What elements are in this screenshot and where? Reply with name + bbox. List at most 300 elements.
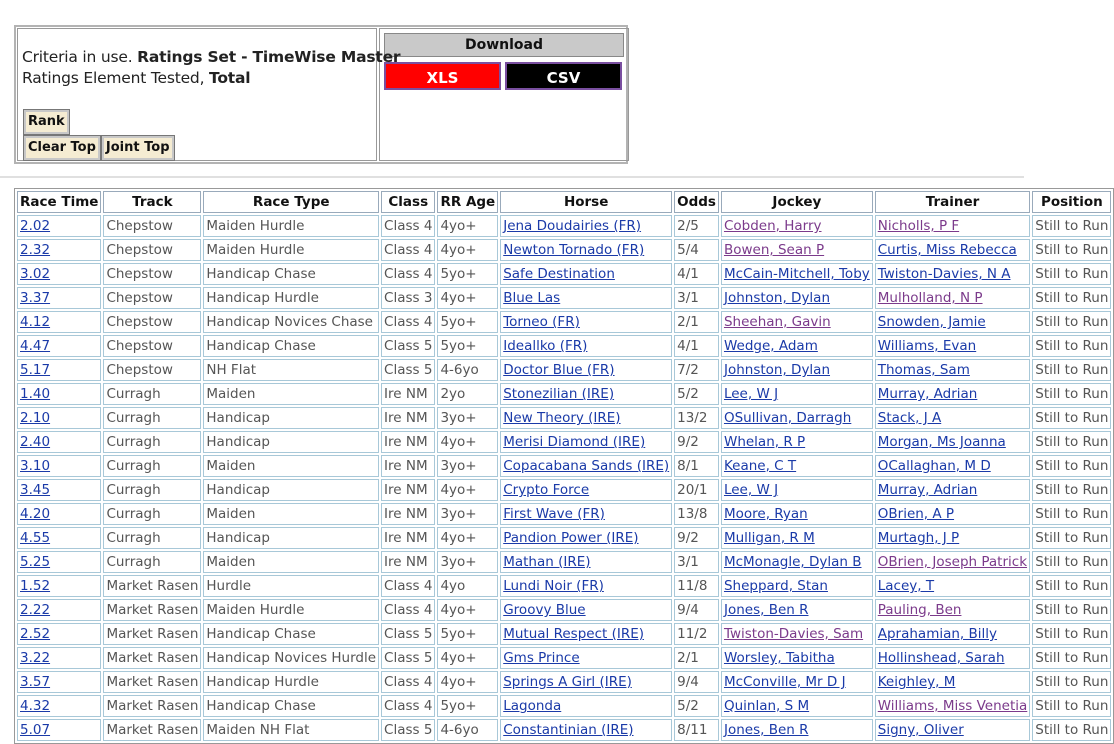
track-cell: Curragh [103, 407, 201, 429]
rr-age-cell: 4yo+ [437, 671, 498, 693]
download-title: Download [384, 33, 624, 57]
odds-cell: 7/2 [674, 359, 719, 381]
joint-top-button[interactable]: Joint Top [102, 136, 174, 160]
race-type-cell: Handicap Novices Hurdle [203, 647, 379, 669]
class-cell: Class 5 [381, 647, 435, 669]
horse-cell [500, 287, 672, 309]
race-time-link[interactable]: 2.10 [20, 410, 51, 426]
header-rr-age[interactable]: RR Age [437, 191, 498, 213]
race-time-cell [17, 575, 101, 597]
jockey-cell [721, 647, 873, 669]
jockey-link[interactable]: McMonagle, Dylan B [723, 554, 862, 570]
race-time-cell [17, 383, 101, 405]
race-type-cell: Maiden [203, 383, 379, 405]
jockey-link[interactable]: Jones, Ben R [723, 602, 809, 618]
jockey-cell [721, 311, 873, 333]
trainer-cell [875, 311, 1031, 333]
table-row [17, 647, 1111, 669]
rr-age-cell: 5yo+ [437, 695, 498, 717]
trainer-link[interactable]: Twiston-Davies, N A [877, 266, 1011, 282]
race-type-cell: NH Flat [203, 359, 379, 381]
track-cell: Curragh [103, 527, 201, 549]
track-cell: Market Rasen [103, 623, 201, 645]
download-panel [379, 28, 629, 161]
class-cell: Class 5 [381, 623, 435, 645]
horse-link[interactable]: Springs A Girl (IRE) [503, 674, 632, 690]
trainer-cell [875, 695, 1031, 717]
table-row [17, 383, 1111, 405]
element-prefix: Ratings Element Tested, [22, 69, 210, 87]
race-time-link[interactable]: 5.07 [20, 722, 51, 738]
horse-cell [500, 335, 672, 357]
table-row [17, 335, 1111, 357]
jockey-cell [721, 575, 873, 597]
horse-link[interactable]: Jena Doudairies (FR) [503, 218, 642, 234]
race-time-link[interactable]: 5.17 [20, 362, 51, 378]
horse-link[interactable]: Doctor Blue (FR) [503, 362, 615, 378]
position-cell: Still to Run [1032, 671, 1111, 693]
race-type-cell: Handicap Novices Chase [203, 311, 379, 333]
table-row [17, 671, 1111, 693]
trainer-cell [875, 527, 1031, 549]
race-time-link[interactable]: 1.52 [20, 578, 51, 594]
header-position[interactable]: Position [1032, 191, 1111, 213]
table-header-row [17, 191, 1111, 213]
track-cell: Curragh [103, 455, 201, 477]
track-cell: Chepstow [103, 263, 201, 285]
odds-cell: 9/4 [674, 599, 719, 621]
rr-age-cell: 3yo+ [437, 503, 498, 525]
race-time-cell [17, 695, 101, 717]
trainer-link[interactable]: Aprahamian, Billy [877, 626, 998, 642]
track-cell: Chepstow [103, 287, 201, 309]
horse-cell [500, 215, 672, 237]
race-time-cell [17, 671, 101, 693]
trainer-link[interactable]: Williams, Miss Venetia [877, 698, 1028, 714]
trainer-cell [875, 599, 1031, 621]
trainer-link[interactable]: OCallaghan, M D [877, 458, 991, 474]
race-time-cell [17, 551, 101, 573]
track-cell: Chepstow [103, 215, 201, 237]
position-cell: Still to Run [1032, 503, 1111, 525]
horse-link[interactable]: First Wave (FR) [503, 506, 605, 522]
horse-link[interactable]: Newton Tornado (FR) [503, 242, 645, 258]
class-cell: Class 5 [381, 335, 435, 357]
jockey-cell [721, 287, 873, 309]
race-time-link[interactable]: 5.25 [20, 554, 51, 570]
horse-link[interactable]: New Theory (IRE) [503, 410, 621, 426]
odds-cell: 20/1 [674, 479, 719, 501]
horse-link[interactable]: Groovy Blue [503, 602, 586, 618]
odds-cell: 9/2 [674, 527, 719, 549]
horse-cell [500, 671, 672, 693]
race-time-cell [17, 287, 101, 309]
jockey-link[interactable]: Johnston, Dylan [723, 290, 831, 306]
trainer-link[interactable]: Keighley, M [877, 674, 956, 690]
race-type-cell: Maiden [203, 503, 379, 525]
race-time-link[interactable]: 1.40 [20, 386, 51, 402]
horse-cell [500, 479, 672, 501]
horse-cell [500, 695, 672, 717]
race-type-cell: Handicap Hurdle [203, 671, 379, 693]
race-time-link[interactable]: 4.12 [20, 314, 51, 330]
horse-cell [500, 431, 672, 453]
odds-cell: 3/1 [674, 551, 719, 573]
position-cell: Still to Run [1032, 527, 1111, 549]
rr-age-cell: 3yo+ [437, 551, 498, 573]
horse-link[interactable]: Torneo (FR) [503, 314, 580, 330]
trainer-link[interactable]: Murray, Adrian [877, 386, 978, 402]
odds-cell: 8/11 [674, 719, 719, 741]
odds-cell: 11/8 [674, 575, 719, 597]
race-time-link[interactable]: 3.45 [20, 482, 51, 498]
jockey-cell [721, 383, 873, 405]
race-time-link[interactable]: 2.32 [20, 242, 51, 258]
horse-cell [500, 383, 672, 405]
class-cell: Class 4 [381, 239, 435, 261]
trainer-cell [875, 455, 1031, 477]
race-time-cell [17, 719, 101, 741]
odds-cell: 9/2 [674, 431, 719, 453]
race-type-cell: Handicap Hurdle [203, 287, 379, 309]
jockey-link[interactable]: Sheppard, Stan [723, 578, 828, 594]
jockey-link[interactable]: Sheehan, Gavin [723, 314, 831, 330]
odds-cell: 2/1 [674, 311, 719, 333]
trainer-link[interactable]: OBrien, A P [877, 506, 955, 522]
jockey-cell [721, 695, 873, 717]
position-cell: Still to Run [1032, 407, 1111, 429]
class-cell: Ire NM [381, 383, 435, 405]
trainer-link[interactable]: Lacey, T [877, 578, 935, 594]
trainer-link[interactable]: Murray, Adrian [877, 482, 978, 498]
trainer-cell [875, 215, 1031, 237]
table-row [17, 599, 1111, 621]
race-time-link[interactable]: 4.32 [20, 698, 51, 714]
trainer-link[interactable]: OBrien, Joseph Patrick [877, 554, 1028, 570]
race-time-link[interactable]: 3.37 [20, 290, 51, 306]
horse-cell [500, 263, 672, 285]
trainer-link[interactable]: Mulholland, N P [877, 290, 983, 306]
race-type-cell: Handicap [203, 527, 379, 549]
position-cell: Still to Run [1032, 311, 1111, 333]
horse-cell [500, 551, 672, 573]
trainer-cell [875, 263, 1031, 285]
horse-cell [500, 623, 672, 645]
races-table-container [14, 188, 1109, 744]
trainer-cell [875, 623, 1031, 645]
odds-cell: 4/1 [674, 335, 719, 357]
header-class[interactable]: Class [381, 191, 435, 213]
race-type-cell: Handicap Chase [203, 695, 379, 717]
trainer-link[interactable]: Morgan, Ms Joanna [877, 434, 1006, 450]
odds-cell: 11/2 [674, 623, 719, 645]
race-time-cell [17, 455, 101, 477]
table-row [17, 263, 1111, 285]
track-cell: Market Rasen [103, 695, 201, 717]
race-time-cell [17, 215, 101, 237]
jockey-link[interactable]: Worsley, Tabitha [723, 650, 835, 666]
trainer-link[interactable]: Nicholls, P F [877, 218, 960, 234]
class-cell: Ire NM [381, 551, 435, 573]
class-cell: Class 4 [381, 671, 435, 693]
class-cell: Class 4 [381, 215, 435, 237]
horse-link[interactable]: Merisi Diamond (IRE) [503, 434, 646, 450]
rr-age-cell: 4yo+ [437, 239, 498, 261]
jockey-cell [721, 671, 873, 693]
race-type-cell: Handicap Chase [203, 335, 379, 357]
position-cell: Still to Run [1032, 479, 1111, 501]
rank-button[interactable]: Rank [24, 110, 69, 134]
jockey-cell [721, 455, 873, 477]
jockey-link[interactable]: Lee, W J [723, 482, 779, 498]
horse-cell [500, 359, 672, 381]
trainer-link[interactable]: Hollinshead, Sarah [877, 650, 1005, 666]
header-horse[interactable]: Horse [500, 191, 672, 213]
header-race-time[interactable]: Race Time [17, 191, 101, 213]
position-cell: Still to Run [1032, 599, 1111, 621]
trainer-link[interactable]: Snowden, Jamie [877, 314, 986, 330]
race-time-cell [17, 527, 101, 549]
rr-age-cell: 4yo [437, 575, 498, 597]
trainer-cell [875, 431, 1031, 453]
class-cell: Class 4 [381, 263, 435, 285]
position-cell: Still to Run [1032, 287, 1111, 309]
rr-age-cell: 4yo+ [437, 215, 498, 237]
table-row [17, 215, 1111, 237]
race-time-link[interactable]: 2.22 [20, 602, 51, 618]
race-time-cell [17, 647, 101, 669]
position-cell: Still to Run [1032, 719, 1111, 741]
race-type-cell: Handicap Chase [203, 623, 379, 645]
jockey-link[interactable]: McCain-Mitchell, Toby [723, 266, 870, 282]
odds-cell: 5/4 [674, 239, 719, 261]
odds-cell: 8/1 [674, 455, 719, 477]
jockey-cell [721, 503, 873, 525]
race-time-cell [17, 479, 101, 501]
horse-link[interactable]: Copacabana Sands (IRE) [503, 458, 670, 474]
jockey-cell [721, 551, 873, 573]
xls-download-button[interactable]: XLS [384, 62, 501, 90]
horse-cell [500, 311, 672, 333]
race-type-cell: Handicap [203, 479, 379, 501]
jockey-link[interactable]: Bowen, Sean P [723, 242, 825, 258]
jockey-cell [721, 263, 873, 285]
race-time-cell [17, 623, 101, 645]
jockey-link[interactable]: Moore, Ryan [723, 506, 808, 522]
race-type-cell: Maiden [203, 551, 379, 573]
race-time-cell [17, 359, 101, 381]
header-track[interactable]: Track [103, 191, 201, 213]
jockey-cell [721, 719, 873, 741]
horse-link[interactable]: Safe Destination [503, 266, 615, 282]
jockey-link[interactable]: Mulligan, R M [723, 530, 815, 546]
trainer-link[interactable]: Stack, J A [877, 410, 942, 426]
table-row [17, 287, 1111, 309]
track-cell: Curragh [103, 479, 201, 501]
race-time-cell [17, 311, 101, 333]
class-cell: Ire NM [381, 407, 435, 429]
position-cell: Still to Run [1032, 551, 1111, 573]
jockey-link[interactable]: Whelan, R P [723, 434, 806, 450]
jockey-link[interactable]: Twiston-Davies, Sam [723, 626, 864, 642]
jockey-link[interactable]: McConville, Mr D J [723, 674, 846, 690]
header-race-type[interactable]: Race Type [203, 191, 379, 213]
rr-age-cell: 4yo+ [437, 287, 498, 309]
class-cell: Ire NM [381, 479, 435, 501]
table-row [17, 239, 1111, 261]
rr-age-cell: 4yo+ [437, 527, 498, 549]
track-cell: Chepstow [103, 311, 201, 333]
position-cell: Still to Run [1032, 455, 1111, 477]
race-time-link[interactable]: 3.22 [20, 650, 51, 666]
divider [0, 176, 1024, 178]
jockey-cell [721, 407, 873, 429]
race-time-link[interactable]: 3.57 [20, 674, 51, 690]
odds-cell: 9/4 [674, 671, 719, 693]
position-cell: Still to Run [1032, 623, 1111, 645]
jockey-link[interactable]: Wedge, Adam [723, 338, 818, 354]
element-value: Total [209, 69, 251, 87]
races-table [14, 188, 1114, 744]
rr-age-cell: 3yo+ [437, 407, 498, 429]
table-row [17, 479, 1111, 501]
horse-link[interactable]: Crypto Force [503, 482, 590, 498]
trainer-cell [875, 359, 1031, 381]
jockey-link[interactable]: Lee, W J [723, 386, 779, 402]
jockey-link[interactable]: Keane, C T [723, 458, 797, 474]
race-type-cell: Maiden Hurdle [203, 239, 379, 261]
header-jockey[interactable]: Jockey [721, 191, 873, 213]
criteria-panel [14, 25, 628, 164]
track-cell: Chepstow [103, 335, 201, 357]
race-time-link[interactable]: 4.47 [20, 338, 51, 354]
csv-download-button[interactable]: CSV [505, 62, 622, 90]
horse-cell [500, 575, 672, 597]
trainer-link[interactable]: Murtagh, J P [877, 530, 960, 546]
trainer-link[interactable]: Thomas, Sam [877, 362, 970, 378]
trainer-cell [875, 335, 1031, 357]
horse-link[interactable]: Stonezilian (IRE) [503, 386, 615, 402]
trainer-link[interactable]: Signy, Oliver [877, 722, 964, 738]
odds-cell: 13/2 [674, 407, 719, 429]
track-cell: Curragh [103, 551, 201, 573]
table-row [17, 311, 1111, 333]
rr-age-cell: 5yo+ [437, 623, 498, 645]
criteria-info [17, 28, 401, 161]
jockey-link[interactable]: Johnston, Dylan [723, 362, 831, 378]
jockey-cell [721, 431, 873, 453]
race-type-cell: Handicap [203, 431, 379, 453]
odds-cell: 3/1 [674, 287, 719, 309]
class-cell: Ire NM [381, 503, 435, 525]
jockey-link[interactable]: Quinlan, S M [723, 698, 810, 714]
race-time-cell [17, 239, 101, 261]
jockey-link[interactable]: OSullivan, Darragh [723, 410, 852, 426]
class-cell: Class 5 [381, 359, 435, 381]
clear-top-button[interactable]: Clear Top [24, 136, 100, 160]
table-row [17, 551, 1111, 573]
jockey-link[interactable]: Cobden, Harry [723, 218, 822, 234]
class-cell: Ire NM [381, 431, 435, 453]
race-time-link[interactable]: 2.40 [20, 434, 51, 450]
table-row [17, 575, 1111, 597]
race-type-cell: Maiden NH Flat [203, 719, 379, 741]
race-time-link[interactable]: 2.02 [20, 218, 51, 234]
class-cell: Class 4 [381, 575, 435, 597]
rr-age-cell: 5yo+ [437, 335, 498, 357]
rr-age-cell: 4-6yo [437, 359, 498, 381]
jockey-cell [721, 623, 873, 645]
race-time-cell [17, 263, 101, 285]
horse-link[interactable]: Ideallko (FR) [503, 338, 588, 354]
trainer-link[interactable]: Pauling, Ben [877, 602, 962, 618]
horse-link[interactable]: Pandion Power (IRE) [503, 530, 639, 546]
trainer-link[interactable]: Williams, Evan [877, 338, 977, 354]
rr-age-cell: 4-6yo [437, 719, 498, 741]
race-time-link[interactable]: 2.52 [20, 626, 51, 642]
class-cell: Class 3 [381, 287, 435, 309]
trainer-cell [875, 383, 1031, 405]
table-row [17, 719, 1111, 741]
table-row [17, 527, 1111, 549]
track-cell: Curragh [103, 431, 201, 453]
criteria-line-element [22, 68, 376, 89]
table-row [17, 695, 1111, 717]
horse-cell [500, 719, 672, 741]
jockey-link[interactable]: Jones, Ben R [723, 722, 809, 738]
jockey-cell [721, 335, 873, 357]
position-cell: Still to Run [1032, 431, 1111, 453]
header-odds[interactable]: Odds [674, 191, 719, 213]
track-cell: Chepstow [103, 239, 201, 261]
position-cell: Still to Run [1032, 647, 1111, 669]
horse-link[interactable]: Constantinian (IRE) [503, 722, 634, 738]
race-time-link[interactable]: 3.10 [20, 458, 51, 474]
race-time-cell [17, 407, 101, 429]
rr-age-cell: 4yo+ [437, 599, 498, 621]
horse-link[interactable]: Blue Las [503, 290, 561, 306]
header-trainer[interactable]: Trainer [875, 191, 1031, 213]
race-time-link[interactable]: 3.02 [20, 266, 51, 282]
jockey-cell [721, 479, 873, 501]
rr-age-cell: 5yo+ [437, 263, 498, 285]
position-cell: Still to Run [1032, 575, 1111, 597]
horse-link[interactable]: Mathan (IRE) [503, 554, 591, 570]
horse-link[interactable]: Lagonda [503, 698, 562, 714]
table-row [17, 623, 1111, 645]
track-cell: Chepstow [103, 359, 201, 381]
trainer-cell [875, 479, 1031, 501]
race-time-link[interactable]: 4.20 [20, 506, 51, 522]
trainer-cell [875, 551, 1031, 573]
race-type-cell: Handicap [203, 407, 379, 429]
position-cell: Still to Run [1032, 263, 1111, 285]
race-time-link[interactable]: 4.55 [20, 530, 51, 546]
race-time-cell [17, 431, 101, 453]
table-row [17, 503, 1111, 525]
horse-link[interactable]: Gms Prince [503, 650, 580, 666]
table-row [17, 407, 1111, 429]
race-type-cell: Maiden [203, 455, 379, 477]
horse-link[interactable]: Mutual Respect (IRE) [503, 626, 645, 642]
horse-cell [500, 527, 672, 549]
horse-link[interactable]: Lundi Noir (FR) [503, 578, 604, 594]
class-cell: Class 5 [381, 719, 435, 741]
class-cell: Ire NM [381, 455, 435, 477]
trainer-link[interactable]: Curtis, Miss Rebecca [877, 242, 1017, 258]
jockey-cell [721, 215, 873, 237]
trainer-cell [875, 239, 1031, 261]
